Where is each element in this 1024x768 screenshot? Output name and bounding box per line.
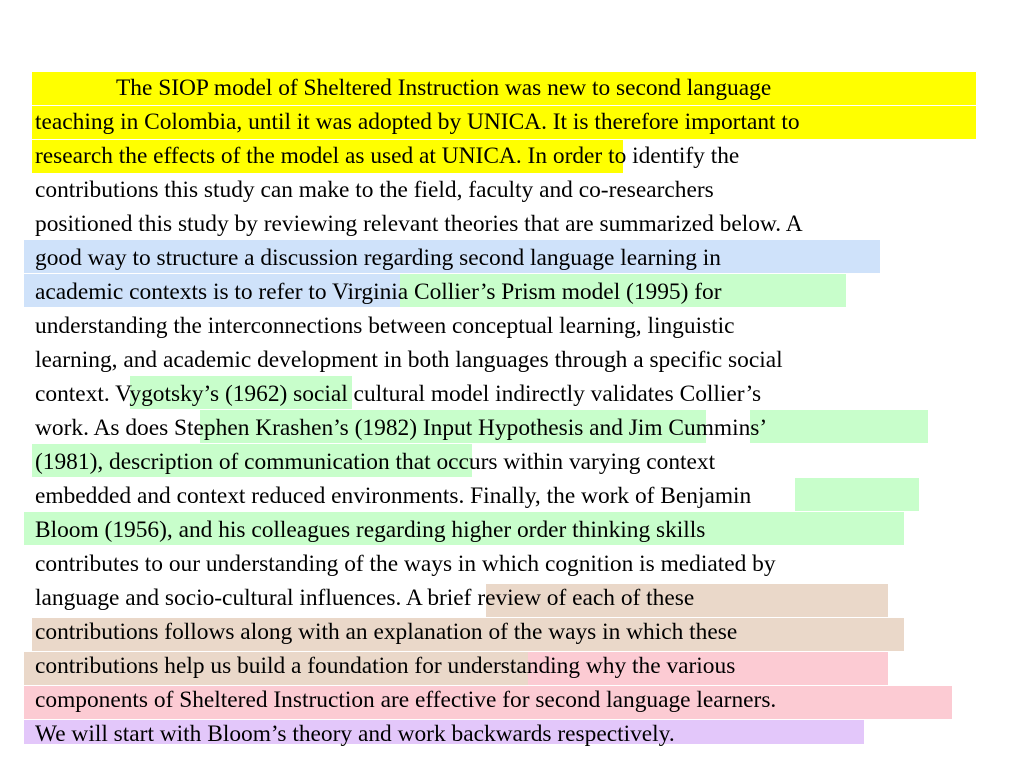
- text-line: contributions follows along with an explanation of the ways in which these: [35, 619, 738, 645]
- text-line: positioned this study by reviewing relevant theories that are summarized below. A: [35, 211, 803, 237]
- text-line: academic contexts is to refer to Virginia Collier’s Prism model (1995) for: [35, 279, 722, 305]
- text-line: contributions help us build a foundation for understanding why the various: [35, 653, 736, 679]
- text-line: embedded and context reduced environments. Finally, the work of Benjamin: [35, 483, 752, 509]
- text-line: language and socio-cultural influences. A brief review of each of these: [35, 585, 695, 611]
- text-line: Bloom (1956), and his colleagues regarding higher order thinking skills: [35, 517, 706, 543]
- text-line: good way to structure a discussion regarding second language learning in: [35, 245, 721, 271]
- text-line: work. As does Stephen Krashen’s (1982) Input Hypothesis and Jim Cummins’: [35, 415, 768, 441]
- highlight-green: [750, 410, 928, 443]
- text-line: contributes to our understanding of the ways in which cognition is mediated by: [35, 551, 776, 577]
- text-line: context. Vygotsky’s (1962) social cultural model indirectly validates Collier’s: [35, 381, 762, 407]
- text-line: learning, and academic development in both languages through a specific social: [35, 347, 783, 373]
- highlight-green: [795, 478, 919, 511]
- text-line: teaching in Colombia, until it was adopted by UNICA. It is therefore important to: [35, 109, 800, 135]
- text-line: (1981), description of communication that occurs within varying context: [35, 449, 716, 475]
- text-line: We will start with Bloom’s theory and work backwards respectively.: [35, 721, 675, 747]
- text-line: research the effects of the model as used at UNICA. In order to identify the: [35, 143, 740, 169]
- text-line: understanding the interconnections between conceptual learning, linguistic: [35, 313, 735, 339]
- text-line: components of Sheltered Instruction are effective for second language learners.: [35, 687, 777, 713]
- text-line: contributions this study can make to the field, faculty and co-researchers: [35, 177, 714, 203]
- text-line: The SIOP model of Sheltered Instruction was new to second language: [116, 75, 772, 101]
